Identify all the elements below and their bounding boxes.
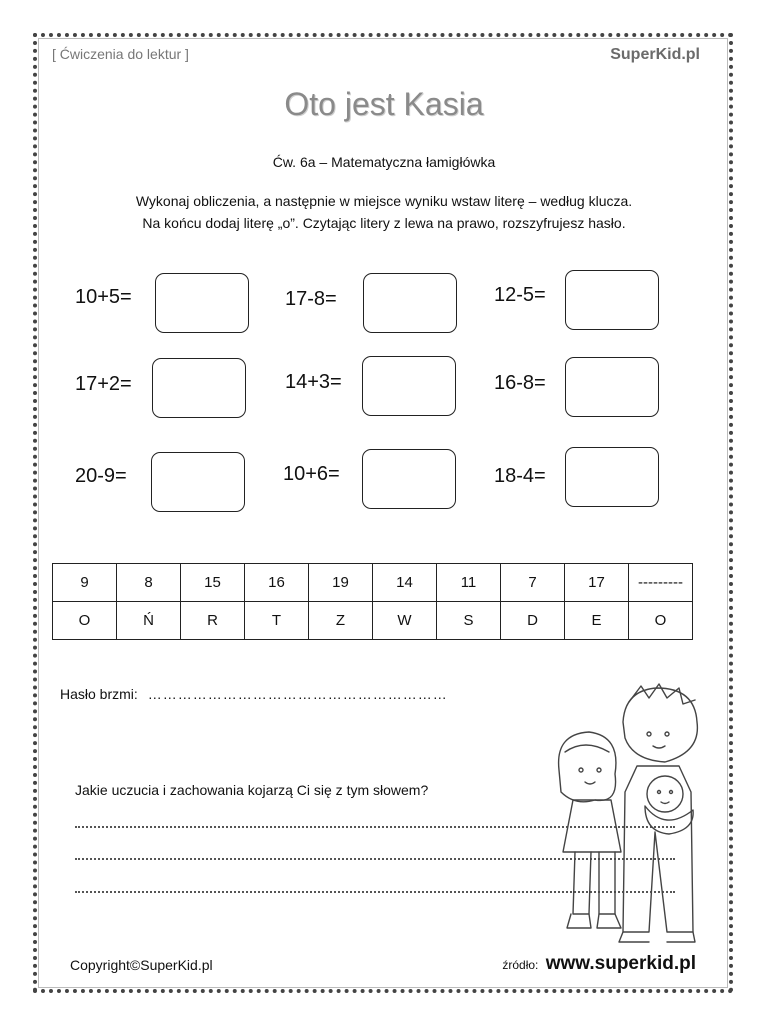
- exercise-subtitle: Ćw. 6a – Matematyczna łamigłówka: [272, 154, 496, 170]
- key-letters-row: [53, 602, 693, 640]
- password-line[interactable]: [60, 686, 448, 702]
- key-letter: W: [373, 602, 437, 640]
- category-label: [ Ćwiczenia do lektur ]: [52, 46, 189, 62]
- page-title: Oto jest Kasia: [284, 86, 484, 122]
- key-number: ---------: [629, 564, 693, 602]
- key-letter: O: [53, 602, 117, 640]
- key-letter: D: [501, 602, 565, 640]
- key-number: 17: [565, 564, 629, 602]
- instruction-line: Na końcu dodaj literę „o”. Czytając litery z lewa na prawo, rozszyfrujesz hasło.: [142, 215, 626, 231]
- math-problem: 17+2=: [75, 373, 132, 395]
- key-letter: S: [437, 602, 501, 640]
- key-number: 7: [501, 564, 565, 602]
- answer-box[interactable]: [151, 452, 245, 512]
- password-label: Hasło brzmi:: [60, 686, 138, 702]
- answer-box[interactable]: [152, 358, 246, 418]
- cipher-key-table: [52, 563, 693, 640]
- math-problem: 12-5=: [494, 284, 546, 306]
- instruction-line: Wykonaj obliczenia, a następnie w miejsce wyniku wstaw literę – według klucza.: [135, 193, 633, 209]
- answer-box[interactable]: [362, 449, 456, 509]
- math-problem: 10+5=: [75, 286, 132, 308]
- instructions: [0, 190, 768, 234]
- copyright: Copyright©SuperKid.pl: [70, 957, 213, 973]
- key-number: 11: [437, 564, 501, 602]
- answer-box[interactable]: [565, 357, 659, 417]
- key-number: 14: [373, 564, 437, 602]
- math-problem: 10+6=: [283, 463, 340, 485]
- key-number: 15: [181, 564, 245, 602]
- source: [502, 953, 696, 975]
- key-letter: E: [565, 602, 629, 640]
- key-letter: Ń: [117, 602, 181, 640]
- key-number: 19: [309, 564, 373, 602]
- source-link[interactable]: www.superkid.pl: [545, 953, 696, 974]
- family-icon: [545, 682, 715, 944]
- key-number: 8: [117, 564, 181, 602]
- source-label: źródło:: [502, 958, 539, 972]
- key-number: 9: [53, 564, 117, 602]
- answer-box[interactable]: [565, 447, 659, 507]
- key-numbers-row: [53, 564, 693, 602]
- brand-label: SuperKid.pl: [610, 46, 700, 63]
- math-problem: 20-9=: [75, 465, 127, 487]
- password-blank[interactable]: ……………………………………………………: [147, 686, 448, 702]
- key-letter: Z: [309, 602, 373, 640]
- answer-box[interactable]: [363, 273, 457, 333]
- math-problem: 18-4=: [494, 465, 546, 487]
- answer-box[interactable]: [155, 273, 249, 333]
- math-problem: 16-8=: [494, 372, 546, 394]
- key-letter: O: [629, 602, 693, 640]
- reflection-question: Jakie uczucia i zachowania kojarzą Ci się z tym słowem?: [75, 782, 429, 798]
- answer-box[interactable]: [362, 356, 456, 416]
- key-letter: R: [181, 602, 245, 640]
- key-number: 16: [245, 564, 309, 602]
- math-problem: 17-8=: [285, 288, 337, 310]
- answer-box[interactable]: [565, 270, 659, 330]
- math-problem: 14+3=: [285, 371, 342, 393]
- key-letter: T: [245, 602, 309, 640]
